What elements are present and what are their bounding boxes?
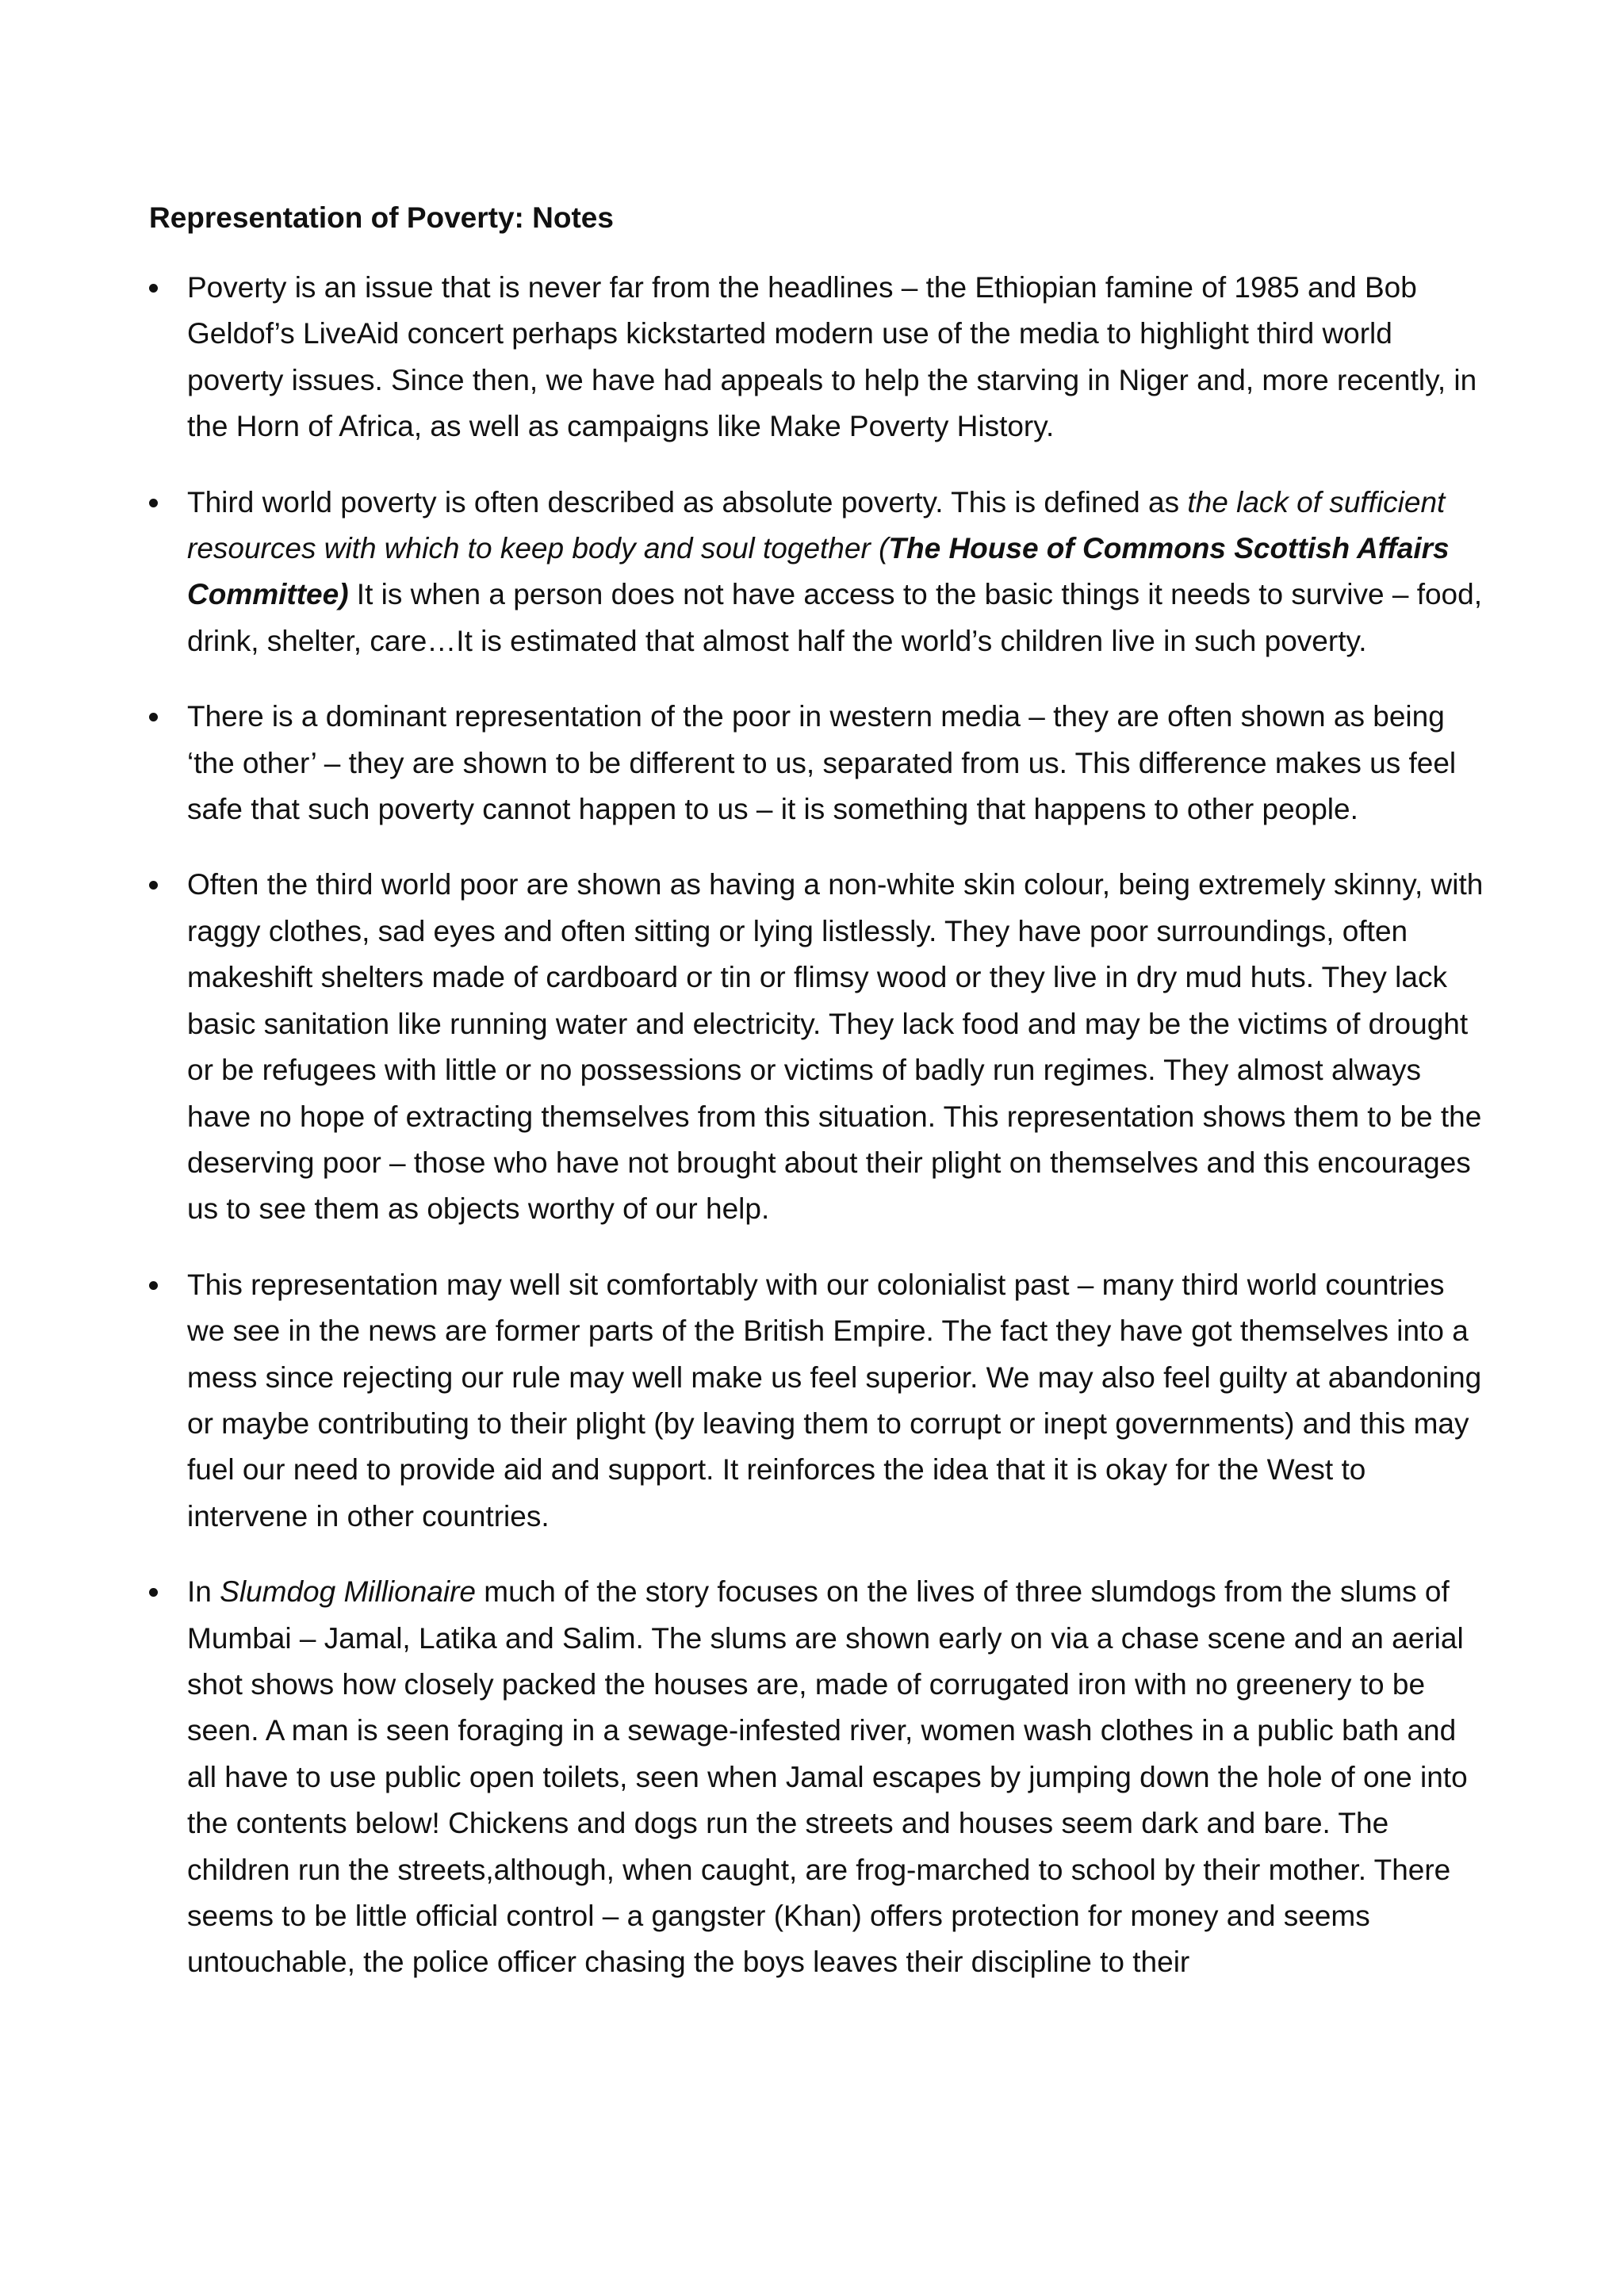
list-item xyxy=(149,694,1489,832)
paragraph-lead: Third world poverty is often described as absolute poverty. This is defined as xyxy=(187,485,1188,519)
paragraph-text: Often the third world poor are shown as having a non-white skin colour, being extremely skinny, with raggy clothes, sad eyes and often sitting or lying listlessly. They have poor surroundings, often makeshift shelters made of cardboard or tin or flimsy wood or they live in dry mud huts. They lack basic sanitation like running water and electricity. They lack food and may be the victims of drought or be refugees with little or no possessions or victims of badly run regimes. They almost always have no hope of extracting themselves from this situation. This representation shows them to be the deserving poor – those who have not brought about their plight on themselves and this encourages us to see them as objects worthy of our help. xyxy=(187,868,1484,1226)
list-item xyxy=(149,265,1489,450)
bullet-icon xyxy=(149,1588,158,1597)
quote-source: The House of Commons Scottish Affairs Committee) xyxy=(187,532,1450,611)
list-item xyxy=(149,1262,1489,1540)
film-title: Slumdog Millionaire xyxy=(220,1575,477,1609)
paragraph-rest: much of the story focuses on the lives of three slumdogs from the slums of Mumbai – Jamal, Latika and Salim. The slums are shown early on via a chase scene and an aerial shot shows how closely packed the houses are, made of corrugated iron with no greenery to be seen. A man is seen foraging in a sewage-infested river, women wash clothes in a public bath and all have to use public open toilets, seen when Jamal escapes by jumping down the hole of one into the contents below! Chickens and dogs run the streets and houses seem dark and bare. The children run the streets,although, when caught, are frog-marched to school by their mother. There seems to be little official control – a gangster (Khan) offers protection for money and seems untouchable, the police officer chasing the boys leaves their discipline to their xyxy=(187,1575,1468,1979)
paragraph-text: Poverty is an issue that is never far from the headlines – the Ethiopian famine of 1985 and Bob Geldof’s LiveAid concert perhaps kickstarted modern use of the media to highlight third world poverty issues. Since then, we have had appeals to help the starving in Niger and, more recently, in the Horn of Africa, as well as campaigns like Make Poverty History. xyxy=(187,271,1477,443)
notes-list xyxy=(149,265,1489,1986)
list-item xyxy=(149,1569,1489,1986)
paragraph-lead: In xyxy=(187,1575,220,1609)
bullet-icon xyxy=(149,284,158,293)
paragraph-text: This representation may well sit comfortably with our colonialist past – many third world countries we see in the news are former parts of the British Empire. The fact they have got themselves into a mess since rejecting our rule may well make us feel superior. We may also feel guilty at abandoning or maybe contributing to their plight (by leaving them to corrupt or inept governments) and this may fuel our need to provide aid and support. It reinforces the idea that it is okay for the West to intervene in other countries. xyxy=(187,1268,1482,1533)
list-item xyxy=(149,862,1489,1232)
list-item xyxy=(149,480,1489,665)
bullet-icon xyxy=(149,499,158,507)
definition-quote: the lack of sufficient resources with which to keep body and soul together ( xyxy=(187,485,1446,565)
bullet-icon xyxy=(149,1281,158,1290)
paragraph-rest: It is when a person does not have access to the basic things it needs to survive – food, drink, shelter, care…It is estimated that almost half the world’s children live in such poverty. xyxy=(187,578,1482,657)
paragraph-text: There is a dominant representation of the poor in western media – they are often shown as being ‘the other’ – they are shown to be different to us, separated from us. This difference makes us feel safe that such poverty cannot happen to us – it is something that happens to other people. xyxy=(187,700,1457,826)
document-page xyxy=(149,195,1489,2015)
bullet-icon xyxy=(149,881,158,890)
document-title: Representation of Poverty: Notes xyxy=(149,201,614,234)
bullet-icon xyxy=(149,713,158,721)
